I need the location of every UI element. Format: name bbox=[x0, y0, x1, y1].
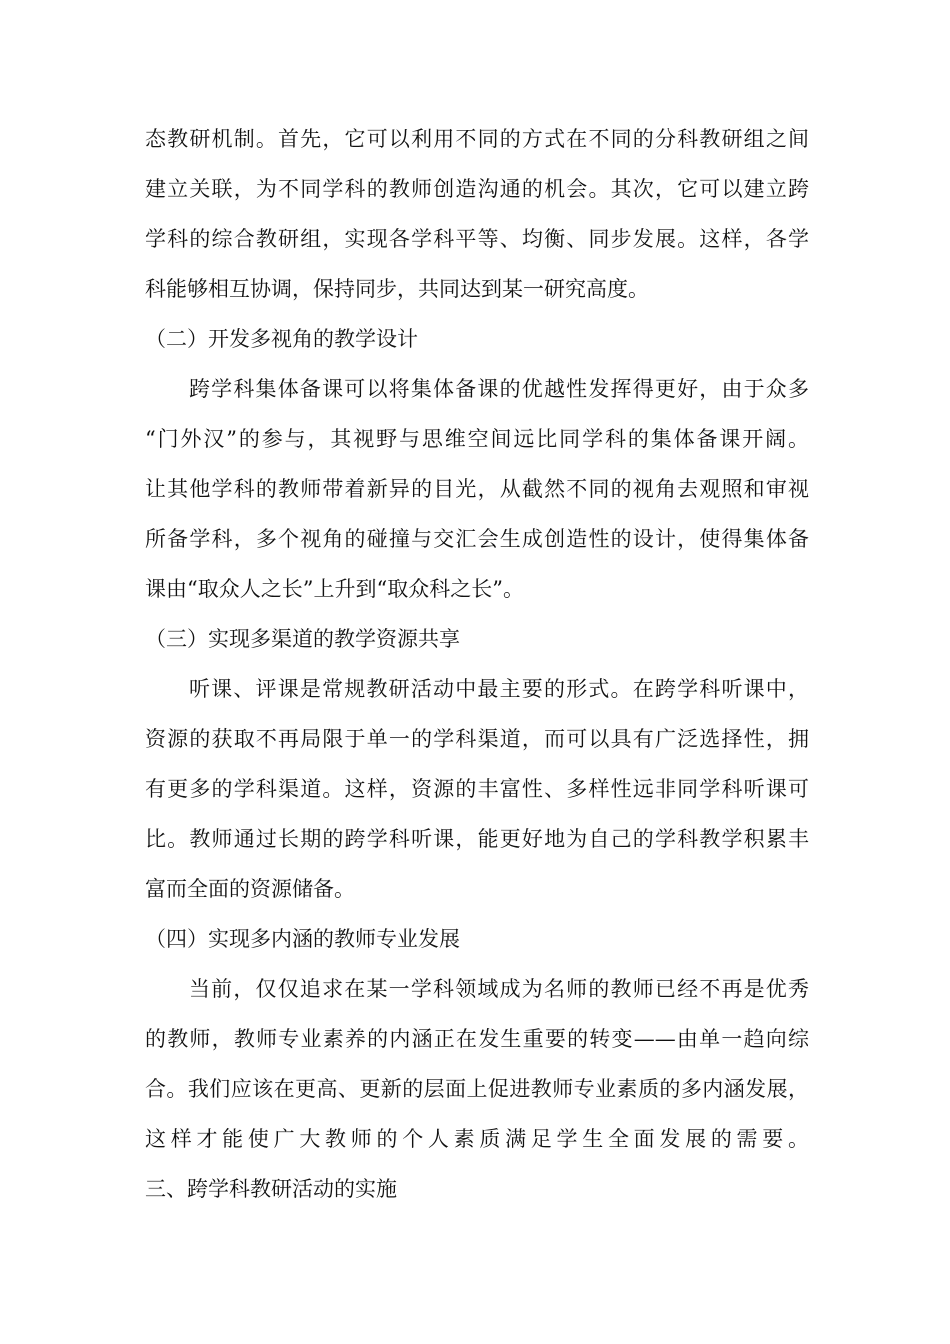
paragraph-line: “门外汉”的参与，其视野与思维空间远比同学科的集体备课开阔。 bbox=[145, 427, 809, 451]
paragraph-line: 资源的获取不再局限于单一的学科渠道，而可以具有广泛选择性，拥 bbox=[145, 727, 809, 751]
paragraph-line: 有更多的学科渠道。这样，资源的丰富性、多样性远非同学科听课可 bbox=[145, 777, 809, 801]
paragraph-line: 听课、评课是常规教研活动中最主要的形式。在跨学科听课中， bbox=[189, 677, 809, 701]
paragraph-line: 课由“取众人之长”上升到“取众科之长”。 bbox=[145, 577, 524, 601]
section-heading-4: （四）实现多内涵的教师专业发展 bbox=[145, 927, 460, 951]
paragraph-line: 这样才能使广大教师的个人素质满足学生全面发展的需要。 bbox=[145, 1127, 809, 1151]
paragraph-line: 跨学科集体备课可以将集体备课的优越性发挥得更好，由于众多 bbox=[189, 377, 809, 401]
paragraph-line: 让其他学科的教师带着新异的目光，从截然不同的视角去观照和审视 bbox=[145, 477, 809, 501]
section-heading-2: （二）开发多视角的教学设计 bbox=[145, 327, 418, 351]
paragraph-line: 科能够相互协调，保持同步，共同达到某一研究高度。 bbox=[145, 277, 649, 301]
paragraph-line: 富而全面的资源储备。 bbox=[145, 877, 355, 901]
paragraph-line: 合。我们应该在更高、更新的层面上促进教师专业素质的多内涵发展， bbox=[145, 1077, 809, 1101]
section-heading-3: （三）实现多渠道的教学资源共享 bbox=[145, 627, 460, 651]
paragraph-line: 建立关联，为不同学科的教师创造沟通的机会。其次，它可以建立跨 bbox=[145, 177, 809, 201]
paragraph-line: 所备学科，多个视角的碰撞与交汇会生成创造性的设计，使得集体备 bbox=[145, 527, 809, 551]
paragraph-line: 态教研机制。首先，它可以利用不同的方式在不同的分科教研组之间 bbox=[145, 127, 809, 151]
chapter-heading-3: 三、跨学科教研活动的实施 bbox=[145, 1177, 397, 1201]
paragraph-line: 当前，仅仅追求在某一学科领域成为名师的教师已经不再是优秀 bbox=[189, 977, 809, 1001]
paragraph-line: 学科的综合教研组，实现各学科平等、均衡、同步发展。这样，各学 bbox=[145, 227, 809, 251]
paragraph-line: 的教师，教师专业素养的内涵正在发生重要的转变——由单一趋向综 bbox=[145, 1027, 809, 1051]
paragraph-line: 比。教师通过长期的跨学科听课，能更好地为自己的学科教学积累丰 bbox=[145, 827, 809, 851]
document-body bbox=[145, 114, 809, 1214]
